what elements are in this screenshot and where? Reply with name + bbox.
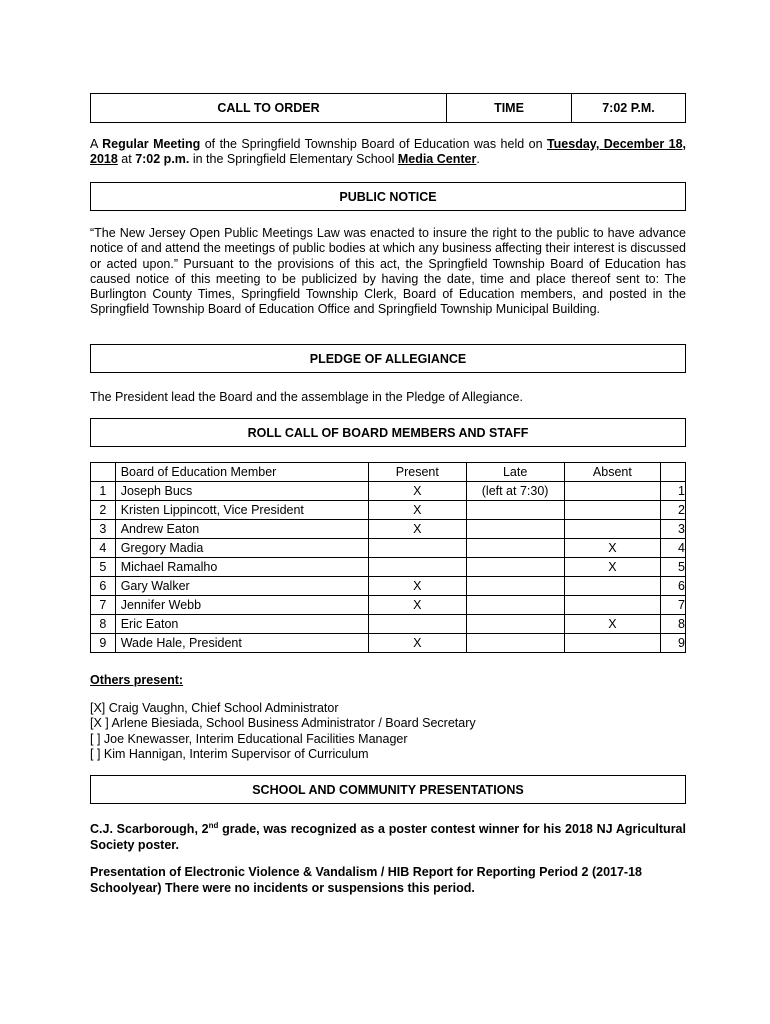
member-name: Gary Walker bbox=[115, 577, 368, 596]
row-number-right: 4 bbox=[661, 539, 686, 558]
late-mark bbox=[466, 577, 564, 596]
present-mark: X bbox=[368, 634, 466, 653]
absent-mark bbox=[564, 596, 661, 615]
public-notice-text: “The New Jersey Open Public Meetings Law was enacted to insure the right to the public to have advance notice of and attend the meetings of public bodies at which any business affecting their interest is discussed or acted upon.” Pursuant to the provisions of this act, the Springfield Township Board of Education has caused notice of this meeting to be publicized by having the date, time and place thereof sent to: The Burlington County Times, Springfield Township Clerk, Board of Education members, and posted in the Springfield Township Board of Education Office and Springfield Township Municipal Building. bbox=[90, 226, 686, 317]
present-mark: X bbox=[368, 596, 466, 615]
time-label: TIME bbox=[447, 94, 572, 122]
column-header-late: Late bbox=[466, 463, 564, 482]
list-item: [X] Craig Vaughn, Chief School Administrator bbox=[90, 701, 339, 715]
present-mark bbox=[368, 558, 466, 577]
row-number: 4 bbox=[91, 539, 116, 558]
present-mark: X bbox=[368, 577, 466, 596]
absent-mark bbox=[564, 501, 661, 520]
table-row bbox=[91, 520, 686, 539]
row-number: 2 bbox=[91, 501, 116, 520]
late-mark bbox=[466, 539, 564, 558]
meeting-location: Media Center bbox=[397, 152, 477, 167]
column-header-absent: Absent bbox=[564, 463, 661, 482]
member-name: Gregory Madia bbox=[115, 539, 368, 558]
table-row bbox=[91, 501, 686, 520]
late-mark: (left at 7:30) bbox=[466, 482, 564, 501]
time-value: 7:02 P.M. bbox=[602, 101, 655, 115]
list-item: [X ] Arlene Biesiada, School Business Administrator / Board Secretary bbox=[90, 716, 476, 731]
pledge-text: The President lead the Board and the assemblage in the Pledge of Allegiance. bbox=[90, 390, 523, 404]
intro-in: in the Springfield Elementary School bbox=[189, 152, 398, 167]
intro-end: . bbox=[476, 152, 480, 167]
presentation-item-1-pre: C.J. Scarborough, 2 bbox=[90, 822, 209, 837]
absent-mark: X bbox=[564, 539, 661, 558]
row-number-right: 3 bbox=[661, 520, 686, 539]
member-name: Eric Eaton bbox=[115, 615, 368, 634]
header-num-cell-right bbox=[661, 463, 686, 482]
pledge-heading: PLEDGE OF ALLEGIANCE bbox=[90, 344, 686, 373]
roll-call-heading: ROLL CALL OF BOARD MEMBERS AND STAFF bbox=[90, 418, 686, 447]
public-notice-heading: PUBLIC NOTICE bbox=[90, 182, 686, 211]
call-to-order-label: CALL TO ORDER bbox=[91, 94, 447, 122]
row-number-right: 6 bbox=[661, 577, 686, 596]
call-to-order-header bbox=[90, 93, 686, 123]
late-mark bbox=[466, 520, 564, 539]
late-mark bbox=[466, 558, 564, 577]
member-name: Kristen Lippincott, Vice President bbox=[115, 501, 368, 520]
row-number-right: 8 bbox=[661, 615, 686, 634]
table-row bbox=[91, 558, 686, 577]
row-number: 1 bbox=[91, 482, 116, 501]
header-num-cell bbox=[91, 463, 116, 482]
intro-a: A bbox=[90, 137, 103, 151]
late-mark bbox=[466, 615, 564, 634]
row-number-right: 9 bbox=[661, 634, 686, 653]
presentation-item-1-post: grade, was recognized as a poster contest winner for his 2018 NJ Agricultural Society poster. bbox=[90, 822, 686, 853]
list-item: [ ] Joe Knewasser, Interim Educational Facilities Manager bbox=[90, 731, 408, 746]
present-mark bbox=[368, 615, 466, 634]
present-mark bbox=[368, 539, 466, 558]
member-name: Michael Ramalho bbox=[115, 558, 368, 577]
present-mark: X bbox=[368, 501, 466, 520]
presentation-item-1 bbox=[90, 818, 686, 853]
row-number-right: 7 bbox=[661, 596, 686, 615]
table-row bbox=[91, 482, 686, 501]
absent-mark bbox=[564, 520, 661, 539]
table-row bbox=[91, 634, 686, 653]
presentation-item-2: Presentation of Electronic Violence & Vandalism / HIB Report for Reporting Period 2 (2017-18 Schoolyear) There were no incidents or suspensions this period. bbox=[90, 865, 642, 895]
row-number-right: 5 bbox=[661, 558, 686, 577]
list-item: [ ] Kim Hannigan, Interim Supervisor of Curriculum bbox=[90, 746, 369, 761]
presentations-heading: SCHOOL AND COMMUNITY PRESENTATIONS bbox=[90, 775, 686, 804]
meeting-time: 7:02 p.m. bbox=[135, 152, 190, 167]
row-number: 7 bbox=[91, 596, 116, 615]
row-number-right: 2 bbox=[661, 501, 686, 520]
late-mark bbox=[466, 596, 564, 615]
member-name: Jennifer Webb bbox=[115, 596, 368, 615]
column-header-member: Board of Education Member bbox=[115, 463, 368, 482]
row-number: 6 bbox=[91, 577, 116, 596]
absent-mark: X bbox=[564, 558, 661, 577]
intro-mid: of the Springfield Township Board of Education was held on bbox=[200, 137, 547, 151]
absent-mark: X bbox=[564, 615, 661, 634]
row-number: 5 bbox=[91, 558, 116, 577]
absent-mark bbox=[564, 482, 661, 501]
row-number: 3 bbox=[91, 520, 116, 539]
row-number: 8 bbox=[91, 615, 116, 634]
member-name: Wade Hale, President bbox=[115, 634, 368, 653]
others-heading: Others present: bbox=[90, 673, 184, 687]
column-header-present: Present bbox=[368, 463, 466, 482]
meeting-date: Tuesday, December 18, 2018 bbox=[90, 137, 686, 167]
member-name: Andrew Eaton bbox=[115, 520, 368, 539]
table-row bbox=[91, 615, 686, 634]
late-mark bbox=[466, 501, 564, 520]
others-list bbox=[90, 701, 476, 762]
table-row bbox=[91, 577, 686, 596]
intro-paragraph bbox=[90, 137, 686, 168]
present-mark: X bbox=[368, 520, 466, 539]
late-mark bbox=[466, 634, 564, 653]
table-row bbox=[91, 596, 686, 615]
row-number-right: 1 bbox=[661, 482, 686, 501]
table-header-row bbox=[91, 463, 686, 482]
meeting-type: Regular Meeting bbox=[102, 137, 201, 151]
intro-at: at bbox=[117, 152, 136, 167]
table-row bbox=[91, 539, 686, 558]
row-number: 9 bbox=[91, 634, 116, 653]
present-mark: X bbox=[368, 482, 466, 501]
absent-mark bbox=[564, 634, 661, 653]
presentation-item-1-sup: nd bbox=[208, 821, 219, 830]
absent-mark bbox=[564, 577, 661, 596]
roll-call-table bbox=[90, 462, 686, 653]
member-name: Joseph Bucs bbox=[115, 482, 368, 501]
